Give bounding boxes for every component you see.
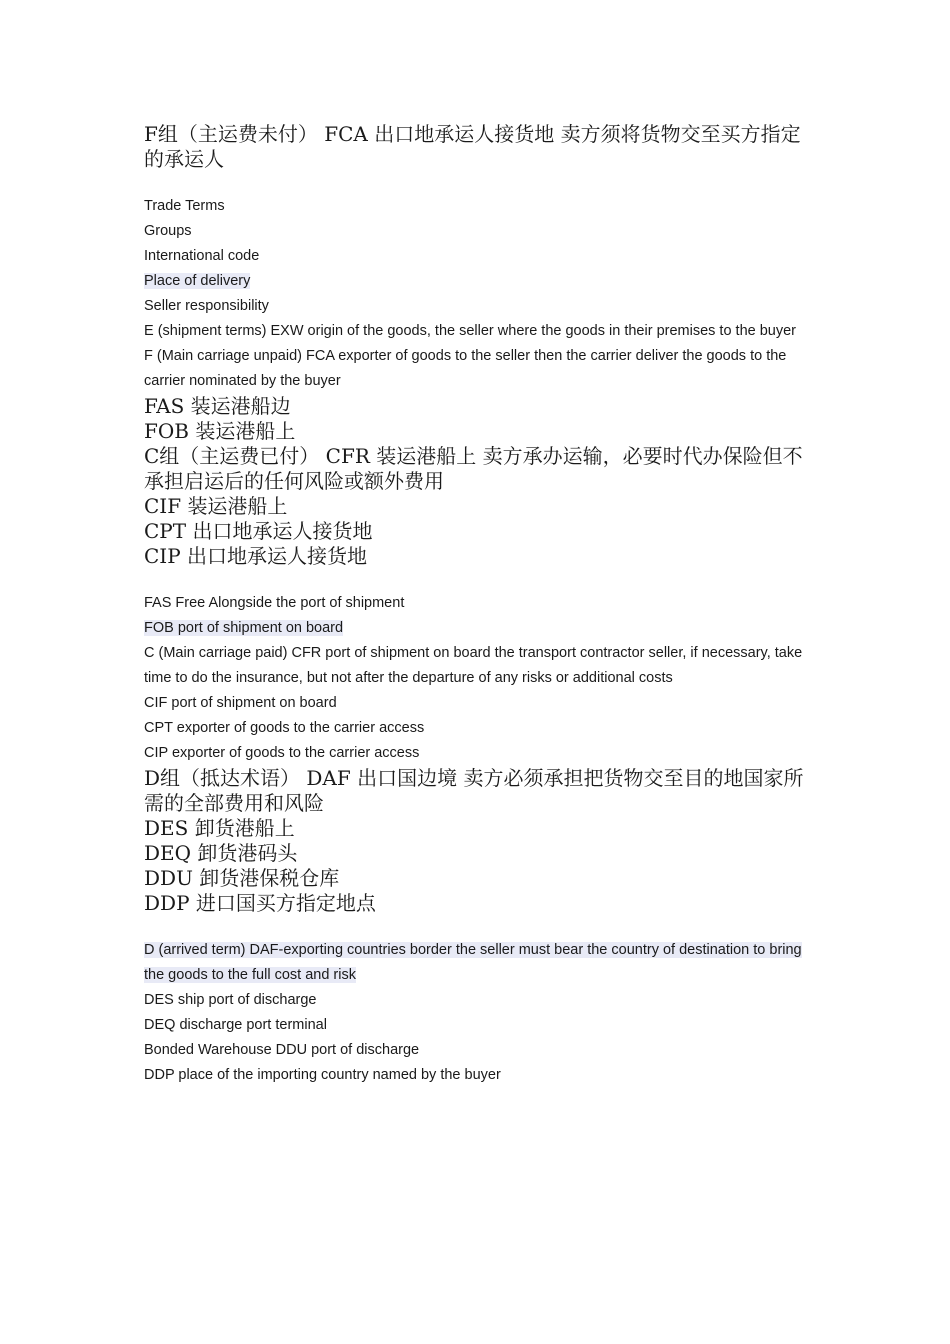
- line-f-group: F (Main carriage unpaid) FCA exporter of goods to the seller then the carrier deliver the goods to the carrier nominated by the buyer: [144, 348, 787, 389]
- cn-ddu: DDU 卸货港保税仓库: [144, 866, 340, 890]
- cn-cip: CIP 出口地承运人接货地: [144, 544, 368, 568]
- en-des: DES ship port of discharge: [144, 992, 317, 1008]
- line-trade-terms: Trade Terms: [144, 198, 225, 214]
- en-d-group-daf-wrap: [144, 938, 812, 988]
- spacer: [144, 172, 812, 194]
- en-d-group-daf: D (arrived term) DAF-exporting countries border the seller must bear the country of destination to bring the goods to the full cost and risk: [144, 942, 802, 983]
- cn-cpt: CPT 出口地承运人接货地: [144, 519, 373, 543]
- cn-des: DES 卸货港船上: [144, 816, 295, 840]
- en-fob-wrap: [144, 616, 812, 641]
- cn-fas: FAS 装运港船边: [144, 394, 291, 418]
- cn-cif: CIF 装运港船上: [144, 494, 288, 518]
- line-e-group: E (shipment terms) EXW origin of the goods, the seller where the goods in their premises to the buyer: [144, 323, 797, 339]
- cn-ddp: DDP 进口国买方指定地点: [144, 891, 376, 915]
- en-ddp: DDP place of the importing country named by the buyer: [144, 1067, 501, 1083]
- cn-deq: DEQ 卸货港码头: [144, 841, 298, 865]
- line-seller-responsibility: Seller responsibility: [144, 298, 269, 314]
- en-deq: DEQ discharge port terminal: [144, 1017, 327, 1033]
- spacer: [144, 916, 812, 938]
- line-groups: Groups: [144, 223, 192, 239]
- line-place-of-delivery-wrap: [144, 269, 812, 294]
- cn-d-group-daf: D组（抵达术语） DAF 出口国边境 卖方必须承担把货物交至目的地国家所需的全部费用和风险: [144, 766, 804, 815]
- en-cip: CIP exporter of goods to the carrier access: [144, 745, 420, 761]
- spacer: [144, 569, 812, 591]
- en-ddu: Bonded Warehouse DDU port of discharge: [144, 1042, 420, 1058]
- cn-c-group-cfr: C组（主运费已付） CFR 装运港船上 卖方承办运输，必要时代办保险但不承担启运后的任何风险或额外费用: [144, 444, 803, 493]
- f-group-heading: F组（主运费未付） FCA 出口地承运人接货地 卖方须将货物交至买方指定的承运人: [144, 122, 801, 171]
- line-place-of-delivery: Place of delivery: [144, 273, 251, 289]
- document-body: [144, 122, 812, 1088]
- cn-fob: FOB 装运港船上: [144, 419, 296, 443]
- en-cpt: CPT exporter of goods to the carrier access: [144, 720, 425, 736]
- en-fob: FOB port of shipment on board: [144, 620, 344, 636]
- line-international-code: International code: [144, 248, 260, 264]
- en-c-group-cfr: C (Main carriage paid) CFR port of shipment on board the transport contractor seller, if necessary, take time to do the insurance, but not after the departure of any risks or additional costs: [144, 645, 803, 686]
- en-fas: FAS Free Alongside the port of shipment: [144, 595, 405, 611]
- en-cif: CIF port of shipment on board: [144, 695, 337, 711]
